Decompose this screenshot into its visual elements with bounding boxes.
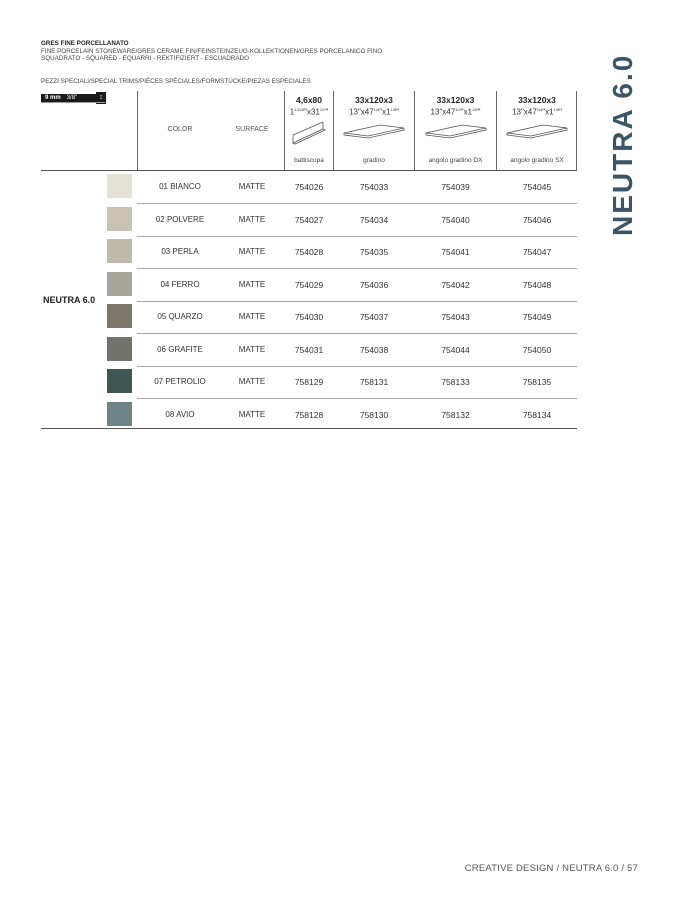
table-row [104, 171, 576, 203]
article-code: 758128 [294, 409, 324, 420]
surface-value: MATTE [238, 344, 266, 354]
table-row [104, 236, 576, 268]
page-footer: CREATIVE DESIGN / NEUTRA 6.0 / 57 [464, 863, 638, 874]
surface-value: MATTE [238, 214, 266, 224]
header-top-line [41, 102, 105, 103]
step-corner-left-icon [505, 121, 569, 141]
column-header-color: COLOR [167, 126, 193, 133]
color-name: 07 PETROLIO [154, 377, 206, 386]
thickness-arrows-icon: ↕ [96, 92, 106, 104]
article-code: 754027 [294, 214, 324, 225]
surface-value: MATTE [238, 377, 266, 386]
trim-header-battiscopa [285, 95, 333, 147]
header-edge-type: SQUADRATO - SQUARED - EQUARRI - REKTIFIZIERT - ESCUADRADO [41, 55, 250, 63]
article-code: 754039 [441, 182, 470, 192]
skirting-icon [289, 121, 329, 147]
collection-side-title: NEUTRA 6.0 [607, 53, 638, 236]
article-code: 754046 [522, 214, 552, 225]
color-swatch [107, 337, 132, 361]
trim-size-inch: $13"x47^{1/4}"x1^{1/8}$" [349, 107, 399, 117]
trim-size-inch: $13"x47^{1/4}"x1^{1/8}$" [512, 107, 562, 117]
surface-value: MATTE [238, 409, 266, 419]
article-code: 758132 [441, 409, 470, 420]
article-code: 754026 [294, 182, 324, 192]
article-code: 754041 [441, 247, 470, 257]
article-code: 754035 [359, 247, 389, 257]
article-code: 754036 [359, 279, 389, 290]
table-row [104, 334, 576, 366]
special-trims-subtitle: PEZZI SPECIALI/SPECIAL TRIMS/PIÈCES SPÉCIALES/FORMSTÜCKE/PIEZAS ESPECIALES [41, 78, 311, 85]
series-name: NEUTRA 6.0 [43, 295, 96, 305]
table-row [104, 204, 576, 236]
trim-header-angolo-dx [415, 95, 496, 141]
color-swatch [107, 239, 132, 263]
step-corner-right-icon [424, 121, 488, 141]
header-languages: FINE PORCELAIN STONEWARE/GRES CERAME FIN/FEINSTEINZEUG-KOLLEKTIONEN/GRES PORCELANICO FINO [41, 47, 383, 55]
table-bottom-line [41, 428, 577, 429]
article-code: 754030 [294, 312, 324, 322]
article-code: 754029 [294, 279, 324, 290]
article-code: 758134 [522, 409, 552, 420]
surface-value: MATTE [238, 279, 266, 289]
surface-value: MATTE [238, 312, 266, 321]
article-code: 754031 [294, 344, 324, 355]
trim-header-angolo-sx [497, 95, 577, 141]
color-name: 02 POLVERE [155, 214, 205, 224]
article-code: 754047 [522, 247, 552, 257]
thickness-inch: 3/8" [66, 94, 78, 101]
article-code: 754048 [522, 279, 552, 290]
color-swatch [107, 207, 132, 231]
article-code: 754040 [441, 214, 470, 225]
table-row [104, 366, 576, 398]
trim-name-angolo-sx: angolo gradino SX [510, 157, 564, 164]
trim-size: 33x120x3 [518, 95, 556, 105]
surface-value: MATTE [238, 247, 266, 256]
trim-size-inch: $1^{13/16}"x31^{1/2}$" [289, 107, 329, 117]
trim-size: 4,6x80 [296, 95, 322, 105]
step-icon [342, 121, 406, 141]
article-code: 754044 [441, 344, 470, 355]
article-code: 758135 [522, 377, 552, 387]
article-code: 754049 [522, 312, 552, 322]
trim-name-gradino: gradino [363, 157, 385, 164]
color-name: 01 BIANCO [159, 182, 201, 191]
color-name: 08 AVIO [165, 409, 195, 419]
color-swatch [107, 174, 132, 198]
article-code: 758131 [359, 377, 389, 387]
thickness-mm: 9 mm [45, 94, 61, 101]
color-swatch [107, 402, 132, 426]
color-swatch [107, 304, 132, 328]
article-code: 758129 [294, 377, 324, 387]
column-header-surface: SURFACE [235, 126, 269, 133]
table-row [104, 399, 576, 431]
trim-name-battiscopa: battiscopa [294, 157, 324, 164]
article-code: 754042 [441, 279, 470, 290]
trim-header-gradino [334, 95, 414, 141]
color-name: 03 PERLA [161, 247, 199, 256]
article-code: 754033 [359, 182, 389, 192]
trim-name-angolo-dx: angolo gradino DX [428, 157, 483, 164]
article-code: 754034 [359, 214, 389, 225]
article-code: 754050 [522, 344, 552, 355]
surface-value: MATTE [238, 182, 266, 191]
color-swatch [107, 272, 132, 296]
article-code: 754045 [522, 182, 552, 192]
color-name: 04 FERRO [160, 279, 200, 289]
article-code: 754028 [294, 247, 324, 257]
header-title: GRES FINE PORCELLANATO [41, 40, 129, 47]
color-swatch [107, 369, 132, 393]
table-row [104, 269, 576, 301]
table-row [104, 301, 576, 333]
trim-size-inch: $13"x47^{1/4}"x1^{1/8}$" [430, 107, 481, 117]
article-code: 754043 [441, 312, 470, 322]
document-header [41, 40, 382, 63]
color-name: 06 GRAFITE [157, 344, 203, 354]
trim-size: 33x120x3 [355, 95, 393, 105]
trim-size: 33x120x3 [436, 95, 475, 105]
article-code: 758133 [441, 377, 470, 387]
article-code: 758130 [359, 409, 389, 420]
color-name: 05 QUARZO [157, 312, 203, 321]
article-code: 754038 [359, 344, 389, 355]
article-code: 754037 [359, 312, 389, 322]
